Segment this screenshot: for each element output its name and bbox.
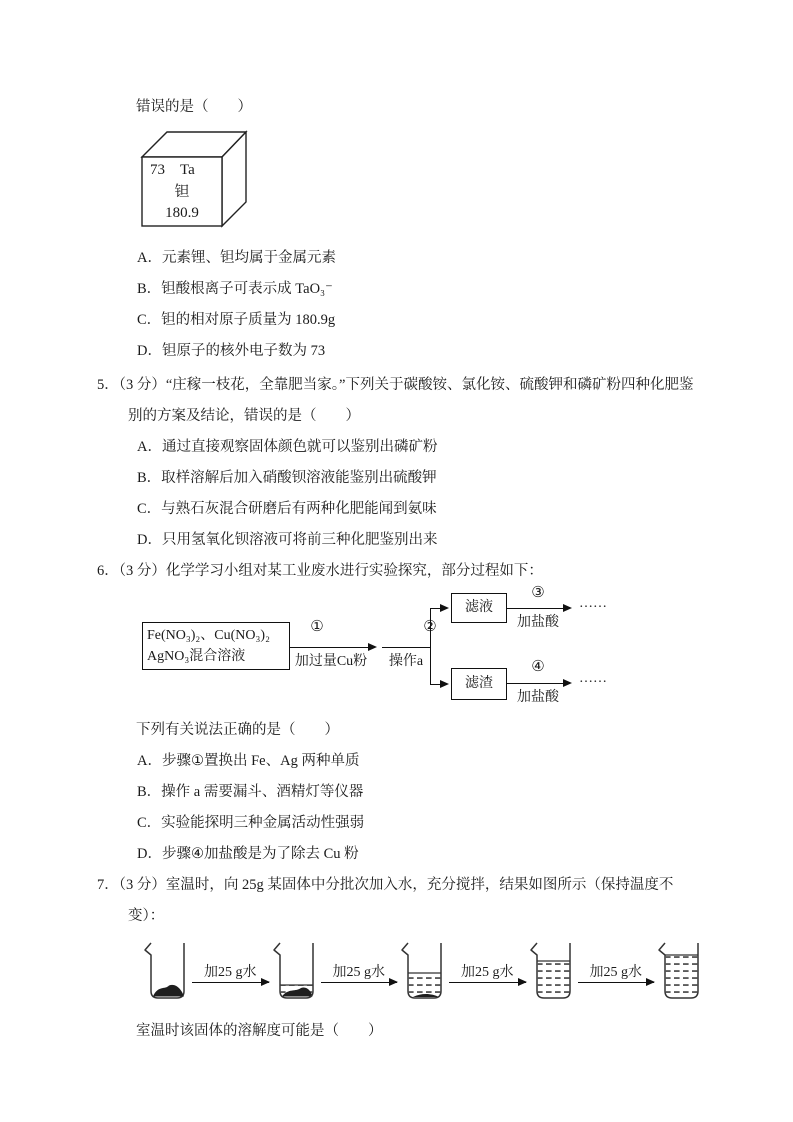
atomic-mass: 180.9 xyxy=(165,205,199,221)
q4-option-c: C．钽的相对原子质量为 180.9g xyxy=(137,312,336,328)
beaker-5 xyxy=(655,940,705,1002)
q4-option-b: B．钽酸根离子可表示成 TaO₃⁻ xyxy=(137,281,333,297)
add-water-arrow-1 xyxy=(192,964,269,983)
q6-option-a: A．步骤①置换出 Fe、Ag 两种单质 xyxy=(137,753,360,769)
filtrate-box: 滤液 xyxy=(451,593,507,623)
solution xyxy=(666,955,698,997)
add-water-arrow-2 xyxy=(321,964,398,983)
beaker-figure xyxy=(141,938,705,1002)
add-water-label: 加25 g水 xyxy=(589,965,642,980)
step3-label: 加盐酸 xyxy=(517,615,559,630)
arrow-shaft xyxy=(449,982,526,983)
step2-circled-number: ② xyxy=(423,619,437,635)
arrow-shaft xyxy=(192,982,269,983)
step1-label: 加过量Cu粉 xyxy=(294,654,368,669)
step4-result: …… xyxy=(579,671,607,686)
beaker-1 xyxy=(141,940,191,1002)
mixture-line2: AgNO₃混合溶液 xyxy=(147,649,246,664)
beaker-3 xyxy=(398,940,448,1002)
q5-option-d: D．只用氢氧化钡溶液可将前三种化肥鉴别出来 xyxy=(137,532,438,548)
q5-option-c: C．与熟石灰混合研磨后有两种化肥能闻到氨味 xyxy=(137,501,437,517)
add-water-label: 加25 g水 xyxy=(461,965,514,980)
solution xyxy=(409,973,441,997)
step1-arrow-shaft xyxy=(290,647,370,648)
step4-arrow-shaft xyxy=(507,683,565,684)
residue-box: 滤渣 xyxy=(451,668,507,700)
q6-prompt: 下列有关说法正确的是（ ） xyxy=(136,722,339,738)
q6-stem: 6．（3 分）化学学习小组对某工业废水进行实验探究，部分过程如下： xyxy=(97,563,543,579)
step1-circled-number: ① xyxy=(310,619,324,635)
step3-arrowhead xyxy=(563,604,572,612)
solution xyxy=(537,961,569,997)
q7-stem: 7．（3 分）室温时，向 25g 某固体中分批次加入水，充分搅拌，结果如图所示（保持温度不变）： xyxy=(97,877,674,924)
mixture-line1: Fe(NO₃)₂、Cu(NO₃)₂ xyxy=(147,628,270,643)
step4-circled-number: ④ xyxy=(531,659,545,675)
element-tile-text xyxy=(142,157,222,227)
branch-top-arrowhead xyxy=(440,604,449,612)
element-number-symbol xyxy=(142,162,222,179)
step1-arrowhead xyxy=(368,643,377,651)
atomic-number: 73 xyxy=(150,162,165,178)
page-content xyxy=(97,92,705,1047)
mixture-box xyxy=(142,622,290,670)
step2-label: 操作a xyxy=(388,654,424,669)
element-tile-figure xyxy=(140,129,256,233)
q6-option-c: C．实验能探明三种金属活动性强弱 xyxy=(137,815,365,831)
step4-label: 加盐酸 xyxy=(517,690,559,705)
add-water-arrow-3 xyxy=(449,964,526,983)
flow-diagram xyxy=(142,585,672,711)
arrow-shaft xyxy=(321,982,398,983)
beaker-4 xyxy=(527,940,577,1002)
q4-option-d: D．钽原子的核外电子数为 73 xyxy=(137,343,326,359)
beaker-2 xyxy=(270,940,320,1002)
solid-pile xyxy=(153,985,184,997)
q5-option-a: A．通过直接观察固体颜色就可以鉴别出磷矿粉 xyxy=(137,439,438,455)
arrow-shaft xyxy=(578,982,655,983)
q4-option-a: A．元素锂、钽均属于金属元素 xyxy=(137,250,336,266)
add-water-label: 加25 g水 xyxy=(204,965,257,980)
q7-prompt: 室温时该固体的溶解度可能是（ ） xyxy=(136,1023,383,1039)
step3-result: …… xyxy=(579,596,607,611)
step3-arrow-shaft xyxy=(507,608,565,609)
element-name: 钽 xyxy=(174,183,190,200)
q5-stem: 5．（3 分）“庄稼一枝花，全靠肥当家。”下列关于碳酸铵、氯化铵、硫酸钾和磷矿粉四种化肥鉴别的方案及结论，错误的是（ ） xyxy=(97,377,694,424)
step4-arrowhead xyxy=(563,679,572,687)
add-water-arrow-4 xyxy=(578,964,655,983)
element-symbol: Ta xyxy=(180,162,195,178)
q4-prompt: 错误的是（ ） xyxy=(136,99,252,115)
step2-line xyxy=(382,647,430,648)
q6-option-b: B．操作 a 需要漏斗、酒精灯等仪器 xyxy=(137,784,364,800)
branch-line xyxy=(430,608,431,684)
branch-bottom-arrowhead xyxy=(440,680,449,688)
q5-option-b: B．取样溶解后加入硝酸钡溶液能鉴别出硫酸钾 xyxy=(137,470,437,486)
add-water-label: 加25 g水 xyxy=(332,965,385,980)
step3-circled-number: ③ xyxy=(531,585,545,601)
q6-option-d: D．步骤④加盐酸是为了除去 Cu 粉 xyxy=(137,846,359,862)
